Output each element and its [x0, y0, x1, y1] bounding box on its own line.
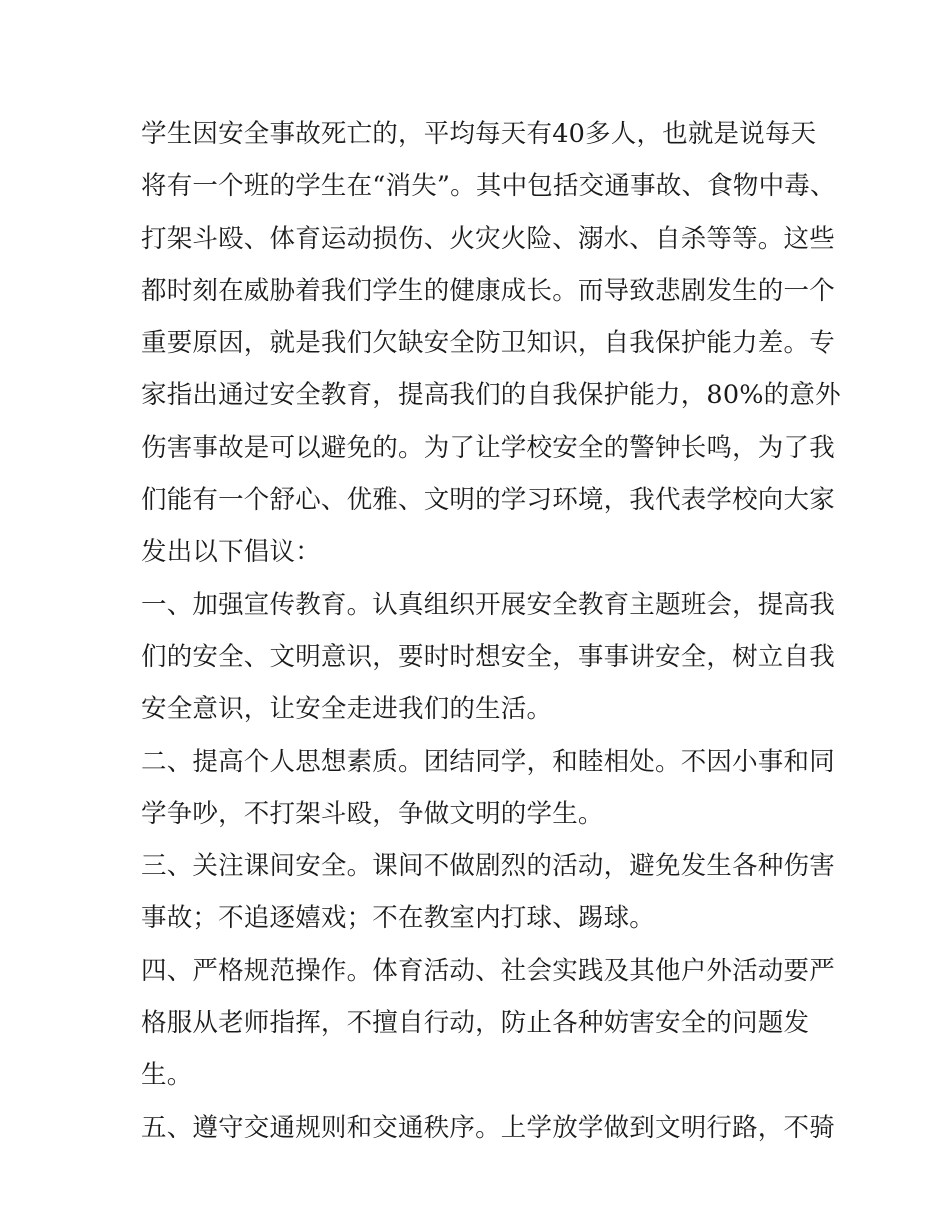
text-line: 事故；不追逐嬉戏；不在教室内打球、踢球。 [141, 903, 656, 934]
text-line: 将有一个班的学生在“消失”。其中包括交通事故、食物中毒、 [141, 171, 836, 202]
text-line: 们的安全、文明意识，要时时想安全，事事讲安全，树立自我 [141, 641, 835, 672]
text-line: 二、提高个人思想素质。团结同学，和睦相处。不因小事和同 [141, 746, 835, 777]
text-line: 格服从老师指挥，不擅自行动，防止各种妨害安全的问题发 [141, 1008, 810, 1039]
text-line: 都时刻在威胁着我们学生的健康成长。而导致悲剧发生的一个 [141, 275, 835, 306]
text-line: 学争吵，不打架斗殴，争做文明的学生。 [141, 798, 604, 829]
text-line: 发出以下倡议： [141, 537, 321, 568]
text-line: 三、关注课间安全。课间不做剧烈的活动，避免发生各种伤害 [141, 851, 835, 882]
text-line: 四、严格规范操作。体育活动、社会实践及其他户外活动要严 [141, 955, 835, 986]
text-line: 生。 [141, 1060, 193, 1091]
text-line: 伤害事故是可以避免的。为了让学校安全的警钟长鸣，为了我 [141, 432, 835, 463]
text-line: 学生因安全事故死亡的，平均每天有40多人，也就是说每天 [141, 119, 817, 149]
text-line: 打架斗殴、体育运动损伤、火灾火险、溺水、自杀等等。这些 [141, 223, 835, 254]
body-text [141, 108, 841, 1154]
text-line: 重要原因，就是我们欠缺安全防卫知识，自我保护能力差。专 [141, 328, 835, 359]
text-line: 一、加强宣传教育。认真组织开展安全教育主题班会，提高我 [141, 589, 835, 620]
text-line: 家指出通过安全教育，提高我们的自我保护能力，80%的意外 [141, 380, 841, 411]
text-line: 安全意识，让安全走进我们的生活。 [141, 694, 553, 725]
text-line: 们能有一个舒心、优雅、文明的学习环境，我代表学校向大家 [141, 485, 835, 516]
text-line: 五、遵守交通规则和交通秩序。上学放学做到文明行路，不骑 [141, 1112, 835, 1143]
